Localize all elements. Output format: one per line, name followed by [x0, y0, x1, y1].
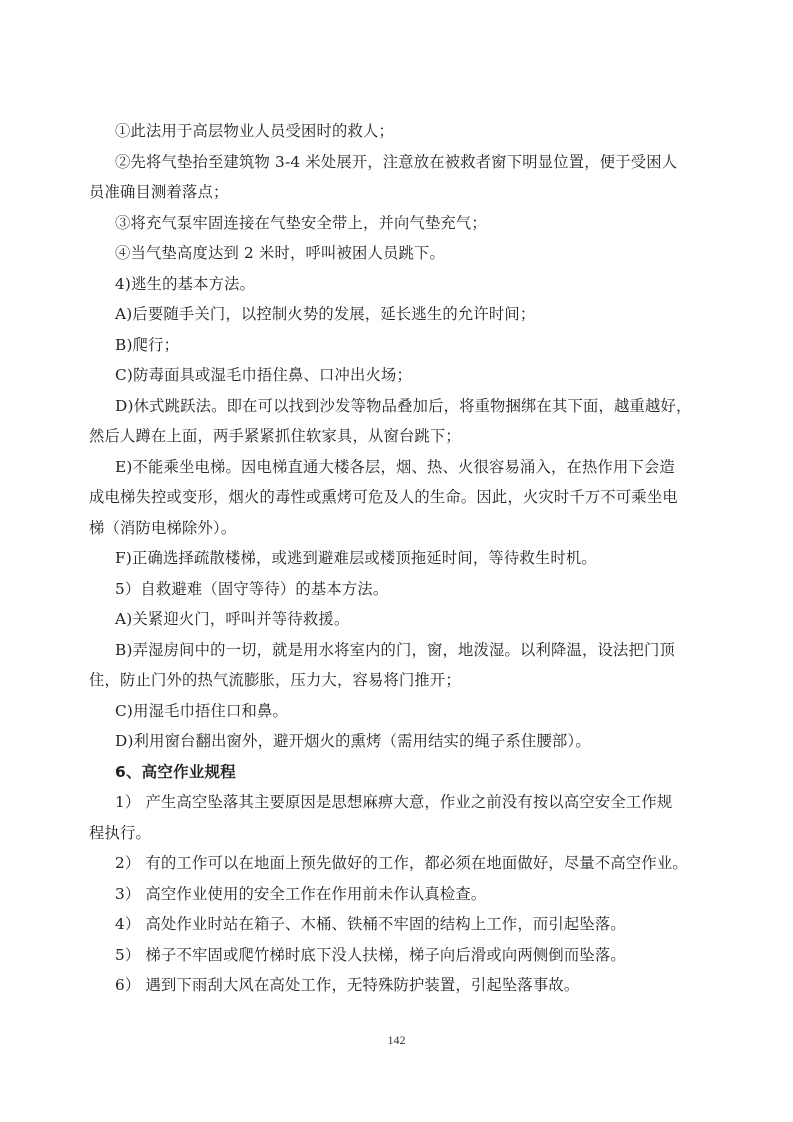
text-line: 5） 梯子不牢固或爬竹梯时底下没人扶梯，梯子向后滑或向两侧倒而坠落。 [115, 945, 626, 964]
text-line: 员准确目测着落点； [89, 183, 229, 201]
text-line: D)利用窗台翻出窗外，避开烟火的熏烤（需用结实的绳子系住腰部）。 [115, 732, 591, 750]
section-heading: 6、高空作业规程 [115, 762, 236, 781]
text-line: ①此法用于高层物业人员受困时的救人； [115, 122, 394, 140]
body-text [89, 116, 695, 1001]
text-line: 5）自救避难（固守等待）的基本方法。 [115, 579, 389, 598]
text-line: 4)逃生的基本方法。 [115, 274, 256, 293]
text-line: ②先将气垫抬至建筑物 3-4 米处展开，注意放在被救者窗下明显位置，便于受困人 [115, 152, 678, 171]
text-line: 2） 有的工作可以在地面上预先做好的工作，都必须在地面做好，尽量不高空作业。 [115, 854, 688, 872]
text-line: 4） 高处作业时站在箱子、木桶、铁桶不牢固的结构上工作，而引起坠落。 [115, 915, 626, 933]
text-line: 3） 高空作业使用的安全工作在作用前未作认真检查。 [115, 884, 487, 903]
text-line: 程执行。 [89, 823, 151, 842]
text-line: E)不能乘坐电梯。因电梯直通大楼各层，烟、热、火很容易涌入，在热作用下会造 [115, 457, 675, 476]
page-number: 142 [387, 1033, 406, 1047]
text-line: 梯（消防电梯除外）。 [89, 518, 237, 537]
text-line: D)休式跳跃法。即在可以找到沙发等物品叠加后，将重物捆绑在其下面，越重越好， [115, 396, 692, 415]
text-line: 住，防止门外的热气流膨胀，压力大，容易将门推开； [89, 671, 461, 689]
text-line: 成电梯失控或变形，烟火的毒性或熏烤可危及人的生命。因此，火灾时千万不可乘坐电 [89, 488, 678, 506]
text-line: C)防毒面具或湿毛巾捂住鼻、口冲出火场； [115, 366, 413, 384]
text-line: ④当气垫高度达到 2 米时，呼叫被困人员跳下。 [115, 244, 445, 262]
text-line: B)弄湿房间中的一切，就是用水将室内的门，窗，地泼湿。以利降温，设法把门顶 [115, 640, 676, 659]
text-line: 然后人蹲在上面，两手紧紧抓住软家具，从窗台跳下； [89, 427, 461, 445]
text-line: B)爬行； [115, 335, 180, 354]
text-line: F)正确选择疏散楼梯，或逃到避难层或楼顶拖延时间，等待救生时机。 [115, 549, 597, 567]
text-line: A)关紧迎火门，呼叫并等待救援。 [115, 610, 350, 628]
text-line: 6） 遇到下雨刮大风在高处工作，无特殊防护装置，引起坠落事故。 [115, 976, 580, 994]
text-line: A)后要随手关门，以控制火势的发展，延长逃生的允许时间； [115, 305, 536, 323]
text-line: ③将充气泵牢固连接在气垫安全带上，并向气垫充气； [115, 213, 487, 232]
text-line: 1） 产生高空坠落其主要原因是思想麻痹大意，作业之前没有按以高空安全工作规 [115, 793, 673, 811]
text-line: C)用湿毛巾捂住口和鼻。 [115, 701, 289, 720]
